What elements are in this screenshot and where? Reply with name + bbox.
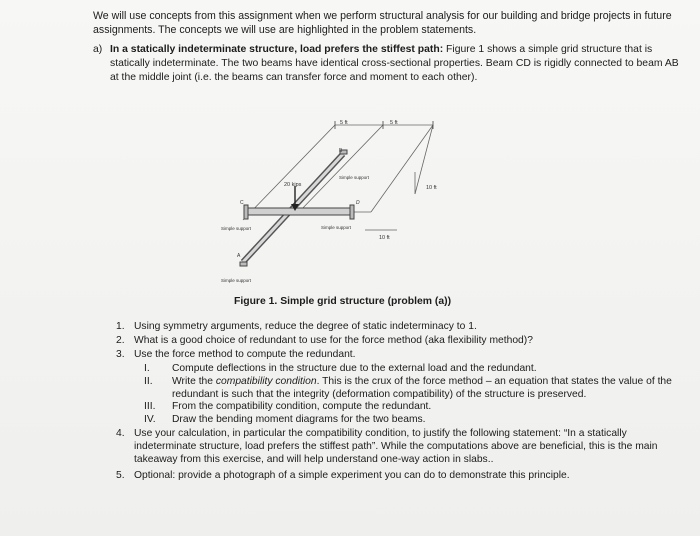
- support-d-symbol: [350, 205, 354, 219]
- sub-step-number: IV.: [144, 414, 156, 426]
- sub-step-item: [116, 401, 686, 414]
- part-a-description: Figure 1 shows a simple grid structure that is statically indeterminate. The two beams have identical cross-sectional properties. Beam CD is rigidly connected to beam AB at the middle joint (i.e. the beams can transfer force and moment to each other).: [110, 44, 679, 83]
- node-d-label: D: [356, 200, 360, 206]
- support-c-label: Simple support: [221, 226, 252, 231]
- support-a-symbol: [240, 262, 247, 266]
- sub-step-item: [116, 363, 686, 376]
- sub-step-text: Write the: [172, 375, 216, 387]
- node-c-label: C: [240, 200, 244, 206]
- sub-step-number: III.: [144, 401, 156, 413]
- sub-step-text-cont: . This is the crux of the force method – an equation that states the value of the redundant is such that the integrity (deformation compatibility) of the structure is preserved.: [172, 375, 672, 400]
- question-text: Optional: provide a photograph of a simple experiment you can do to demonstrate this principle.: [134, 469, 570, 481]
- beam-cd: [247, 208, 351, 215]
- grid-line: [299, 125, 383, 212]
- grid-line: [371, 125, 433, 212]
- dimension-bottom: 10 ft: [379, 235, 390, 241]
- sub-step-text: Compute deflections in the structure due to the external load and the redundant.: [172, 362, 537, 374]
- support-d-label: Simple support: [321, 225, 352, 230]
- sub-step-number: I.: [144, 362, 150, 374]
- question-text: What is a good choice of redundant to use for the force method (aka flexibility method)?: [134, 334, 533, 346]
- dimension-top-right: 5 ft: [390, 120, 398, 126]
- sub-step-text: Draw the bending moment diagrams for the two beams.: [172, 414, 426, 426]
- part-a-label: a): [93, 44, 103, 55]
- part-a-paragraph: [93, 43, 688, 84]
- support-a-label: Simple support: [221, 278, 252, 283]
- sub-step-number: II.: [144, 375, 153, 387]
- question-item: [116, 321, 686, 334]
- question-item: [116, 428, 686, 467]
- question-item: [116, 335, 686, 348]
- figure-caption: Figure 1. Simple grid structure (problem (a)): [234, 296, 452, 307]
- sub-step-item: [116, 376, 686, 402]
- grid-line: [243, 125, 335, 220]
- question-number: 5.: [116, 469, 125, 481]
- node-b-label: B: [339, 148, 343, 154]
- dimension-top-left: 5 ft: [340, 120, 348, 126]
- question-list: [116, 321, 686, 484]
- question-item: [116, 349, 686, 362]
- grid-structure-figure: [215, 112, 475, 292]
- support-c-symbol: [244, 205, 248, 219]
- question-number: 1.: [116, 321, 125, 332]
- question-text: Using symmetry arguments, reduce the degree of static indeterminacy to 1.: [134, 321, 477, 332]
- question-number: 2.: [116, 334, 125, 346]
- node-a-label: A: [237, 253, 241, 259]
- dimension-right: 10 ft: [426, 185, 437, 191]
- question-item: [116, 470, 686, 483]
- grid-line: [415, 125, 433, 194]
- sub-step-text: From the compatibility condition, compute the redundant.: [172, 401, 432, 413]
- question-text: Use the force method to compute the redundant.: [134, 348, 356, 360]
- sub-step-emphasis: compatibility condition: [215, 375, 317, 387]
- load-label: 20 kips: [284, 182, 302, 188]
- support-b-label: Simple support: [339, 175, 370, 180]
- sub-step-item: [116, 414, 686, 427]
- question-text: Use your calculation, in particular the compatibility condition, to justify the following statement: “In a statically indeterminate structure, load prefers the stiffest path”. While the computations above are beneficial, this is the main takeaway from this exercise, and will help understand one-way action in slabs..: [134, 428, 658, 466]
- question-number: 3.: [116, 348, 125, 360]
- question-number: 4.: [116, 428, 125, 440]
- intro-paragraph: We will use concepts from this assignment when we perform structural analysis for our building and bridge projects in future assignments. The concepts we will use are highlighted in the problem statements.: [93, 10, 672, 36]
- part-a-bold-statement: In a statically indeterminate structure, load prefers the stiffest path:: [110, 44, 444, 55]
